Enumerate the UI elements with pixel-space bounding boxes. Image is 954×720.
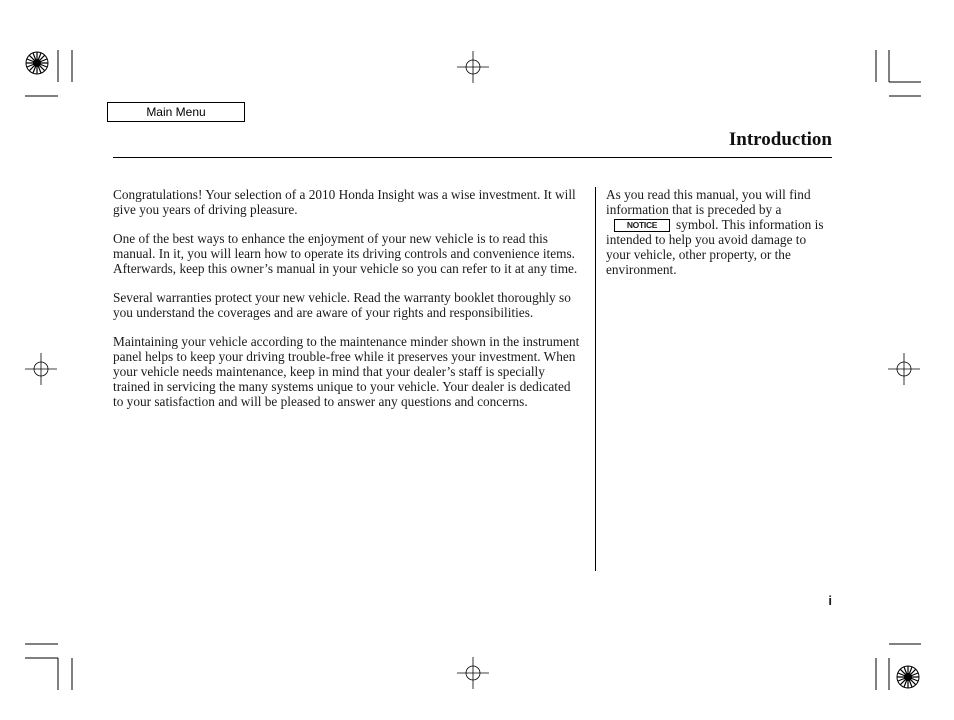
intro-paragraph-1: Congratulations! Your selection of a 2010 Honda Insight was a wise investment. It will give you years of driving pleasure.	[113, 187, 576, 217]
title-divider	[113, 157, 832, 158]
crosshair-bottom-icon	[457, 657, 489, 689]
main-menu-button[interactable]: Main Menu	[107, 102, 245, 122]
right-column	[606, 187, 832, 277]
notice-text-after: symbol. This information is intended to help you avoid damage to your vehicle, other property, or the environment.	[606, 217, 824, 278]
notice-paragraph	[606, 187, 832, 277]
intro-paragraph-3: Several warranties protect your new vehicle. Read the warranty booklet thoroughly so you understand the coverages and are aware of your rights and responsibilities.	[113, 290, 571, 320]
starburst-top-left-icon	[26, 52, 48, 74]
crosshair-left-icon	[25, 353, 57, 385]
column-divider	[595, 187, 596, 571]
intro-paragraph-4: Maintaining your vehicle according to the maintenance minder shown in the instrument panel helps to keep your driving trouble-free while it preserves your investment. When your vehicle needs maintenance, keep in mind that your dealer’s staff is specially trained in servicing the many systems unique to your vehicle. Your dealer is dedicated to your satisfaction and will be pleased to answer any questions and concerns.	[113, 334, 580, 409]
crosshair-right-icon	[888, 353, 920, 385]
left-column	[113, 187, 583, 423]
page-title: Introduction	[728, 129, 832, 150]
notice-text-before: As you read this manual, you will find information that is preceded by a	[606, 187, 811, 217]
starburst-bottom-right-icon	[897, 666, 919, 688]
notice-symbol: NOTICE	[614, 219, 670, 232]
intro-paragraph-2: One of the best ways to enhance the enjoyment of your new vehicle is to read this manual. In it, you will learn how to operate its driving controls and convenience items. Afterwards, keep this owner’s manual in your vehicle so you can refer to it at any time.	[113, 231, 578, 276]
crosshair-top-icon	[457, 51, 489, 83]
page-number: i	[828, 593, 832, 608]
